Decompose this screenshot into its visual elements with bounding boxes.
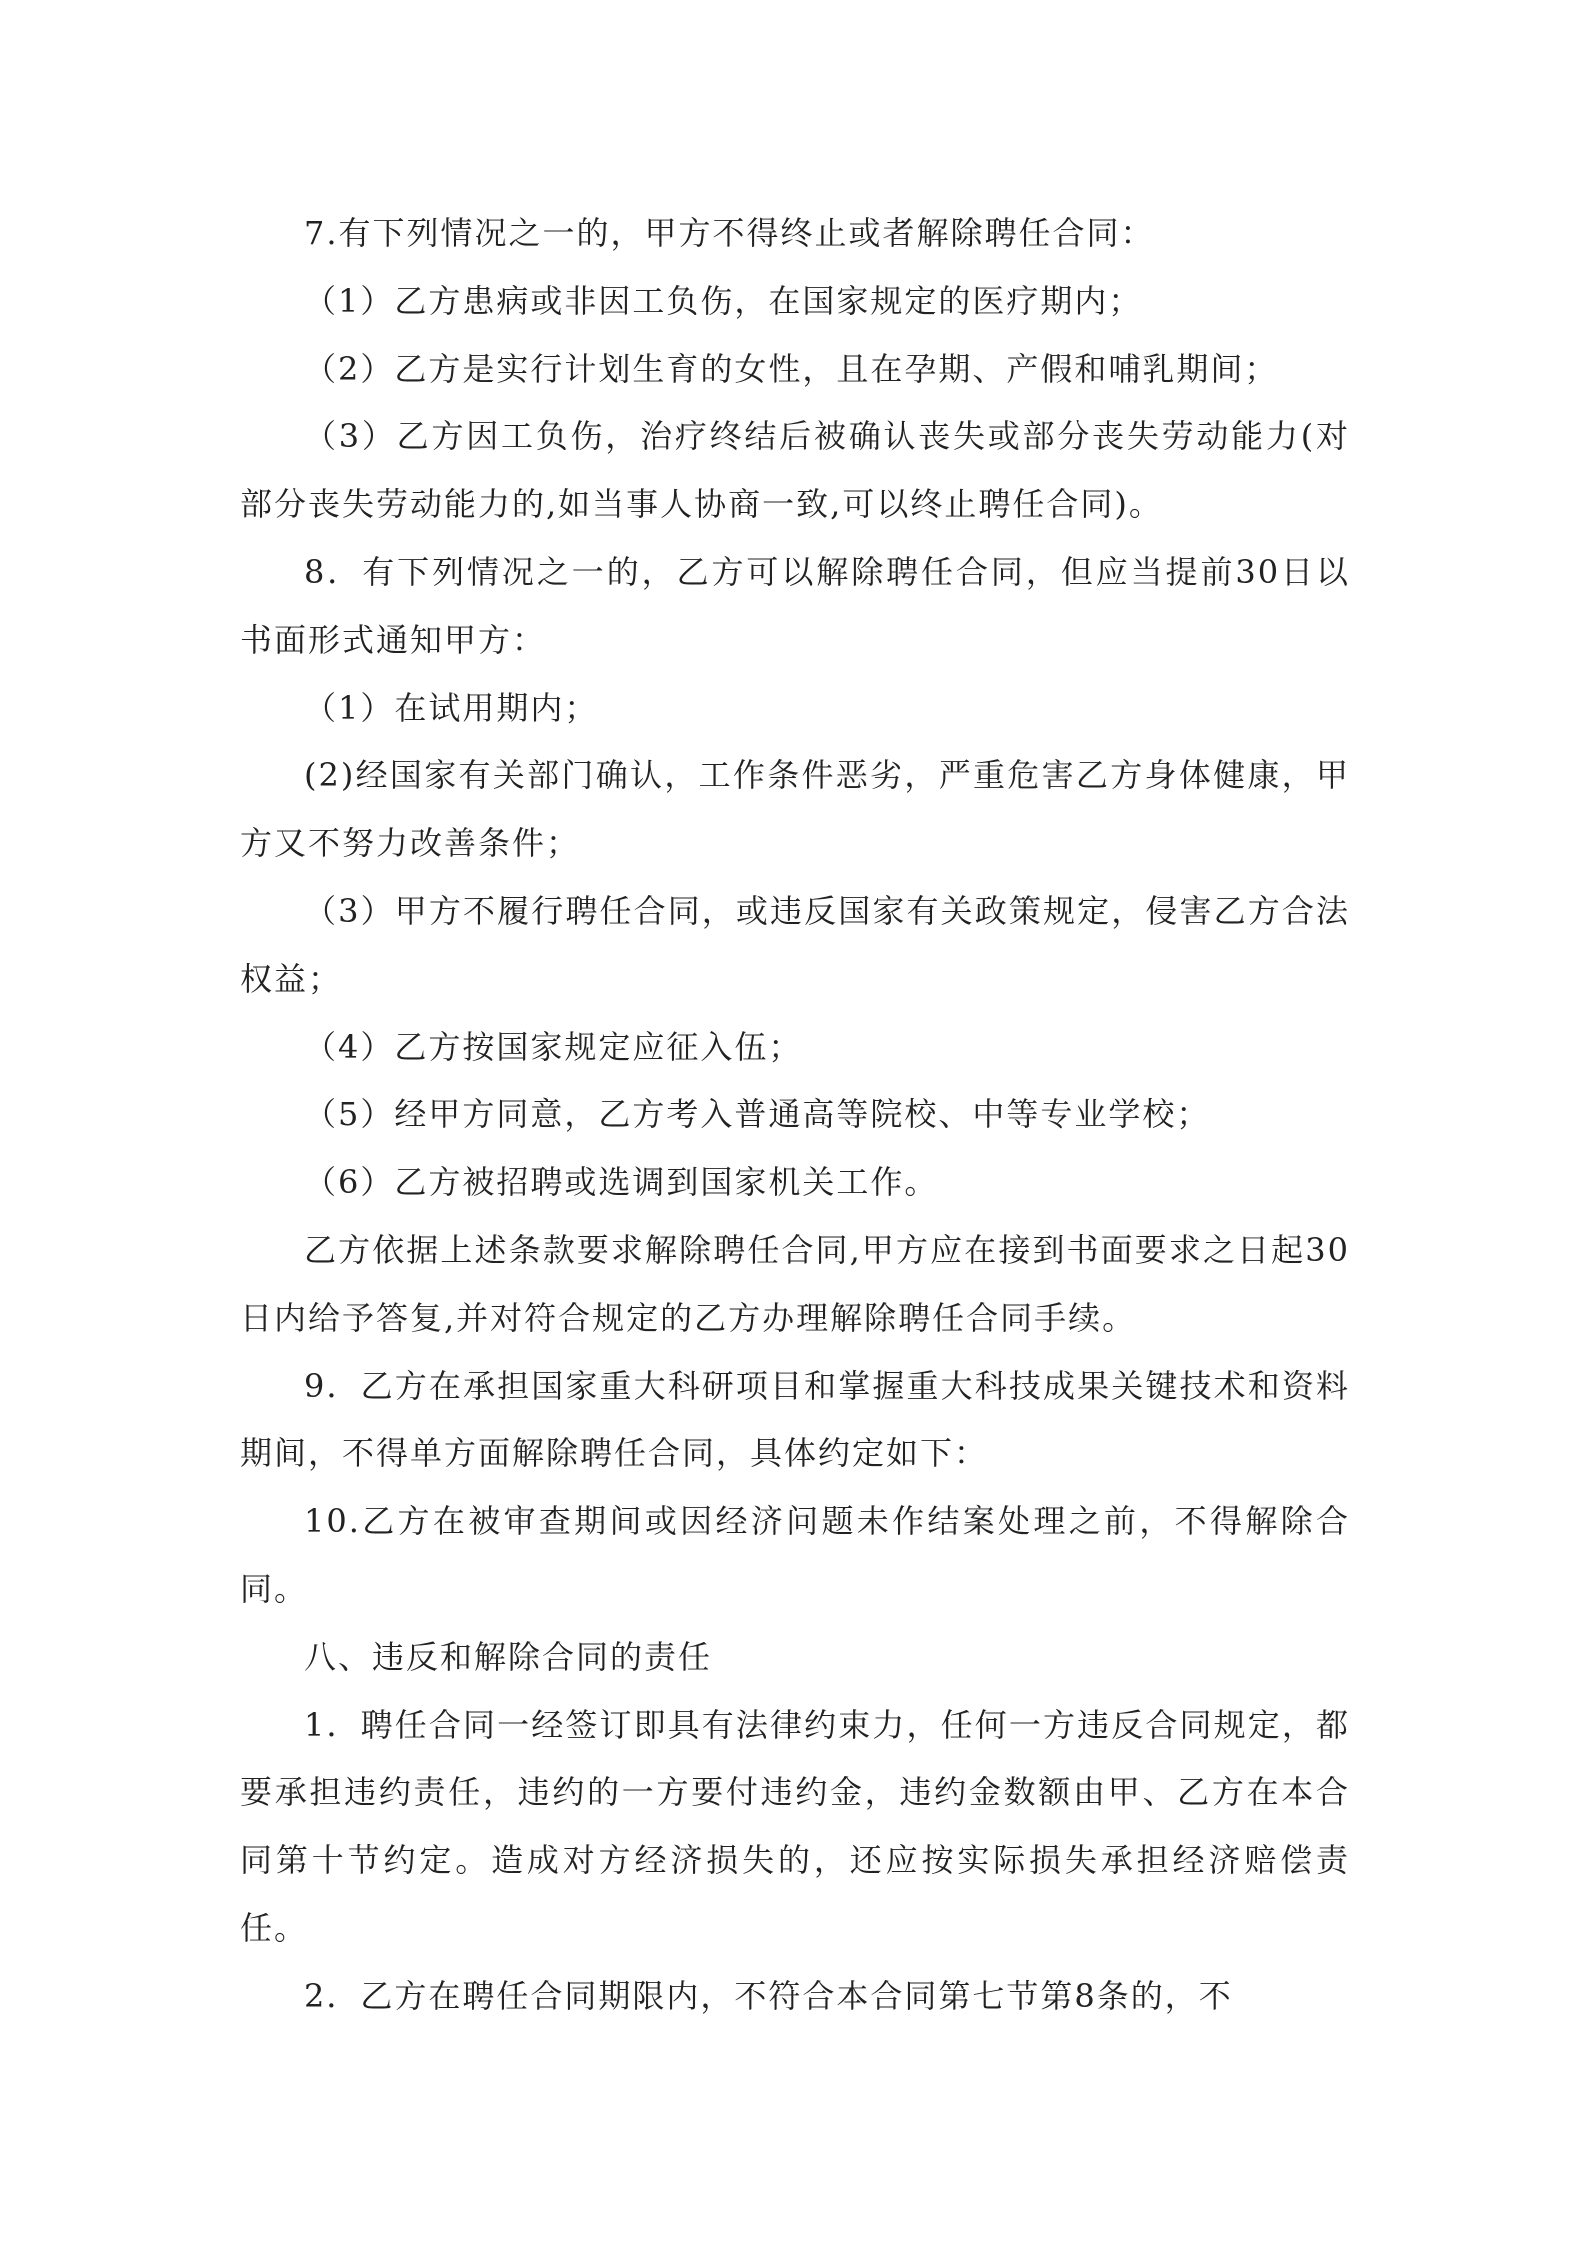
paragraph-clause-8-note: 乙方依据上述条款要求解除聘任合同,甲方应在接到书面要求之日起30日内给予答复,并对符合规定的乙方办理解除聘任合同手续。: [240, 1230, 1350, 1337]
document-body: [240, 200, 1350, 2031]
paragraph-clause-8-item-4: （4）乙方按国家规定应征入伍；: [304, 1027, 803, 1066]
paragraph-clause-10: 10.乙方在被审查期间或因经济问题未作结案处理之前，不得解除合同。: [240, 1502, 1350, 1608]
paragraph-clause-7-item-3: （3）乙方因工负伤，治疗终结后被确认丧失或部分丧失劳动能力(对部分丧失劳动能力的,如当事人协商一致,可以终止聘任合同)。: [240, 417, 1350, 524]
paragraph-clause-8-item-3: （3）甲方不履行聘任合同，或违反国家有关政策规定，侵害乙方合法权益；: [240, 891, 1350, 998]
paragraph-clause-8-item-1: （1）在试用期内；: [304, 688, 599, 727]
paragraph-clause-8-item-2: (2)经国家有关部门确认，工作条件恶劣，严重危害乙方身体健康，甲方又不努力改善条件；: [240, 756, 1350, 863]
paragraph-clause-8-item-5: （5）经甲方同意，乙方考入普通高等院校、中等专业学校；: [304, 1095, 1211, 1134]
paragraph-clause-8-item-6: （6）乙方被招聘或选调到国家机关工作。: [304, 1163, 939, 1202]
paragraph-clause-7-item-1: （1）乙方患病或非因工负伤，在国家规定的医疗期内；: [304, 281, 1143, 320]
paragraph-clause-9: 9．乙方在承担国家重大科研项目和掌握重大科技成果关键技术和资料期间，不得单方面解除聘任合同，具体约定如下：: [240, 1366, 1350, 1473]
paragraph-liability-2: 2．乙方在聘任合同期限内，不符合本合同第七节第8条的，不: [304, 1976, 1233, 2015]
paragraph-clause-7: 7.有下列情况之一的，甲方不得终止或者解除聘任合同：: [304, 214, 1155, 252]
section-heading-8: 八、违反和解除合同的责任: [304, 1637, 713, 1676]
paragraph-liability-1: 1．聘任合同一经签订即具有法律约束力，任何一方违反合同规定，都要承担违约责任，违约的一方要付违约金，违约金数额由甲、乙方在本合同第十节约定。造成对方经济损失的，还应按实际损失承担经济赔偿责任。: [240, 1705, 1350, 1947]
paragraph-clause-8: 8．有下列情况之一的，乙方可以解除聘任合同，但应当提前30日以书面形式通知甲方：: [240, 552, 1350, 659]
paragraph-clause-7-item-2: （2）乙方是实行计划生育的女性，且在孕期、产假和哺乳期间；: [304, 349, 1279, 388]
